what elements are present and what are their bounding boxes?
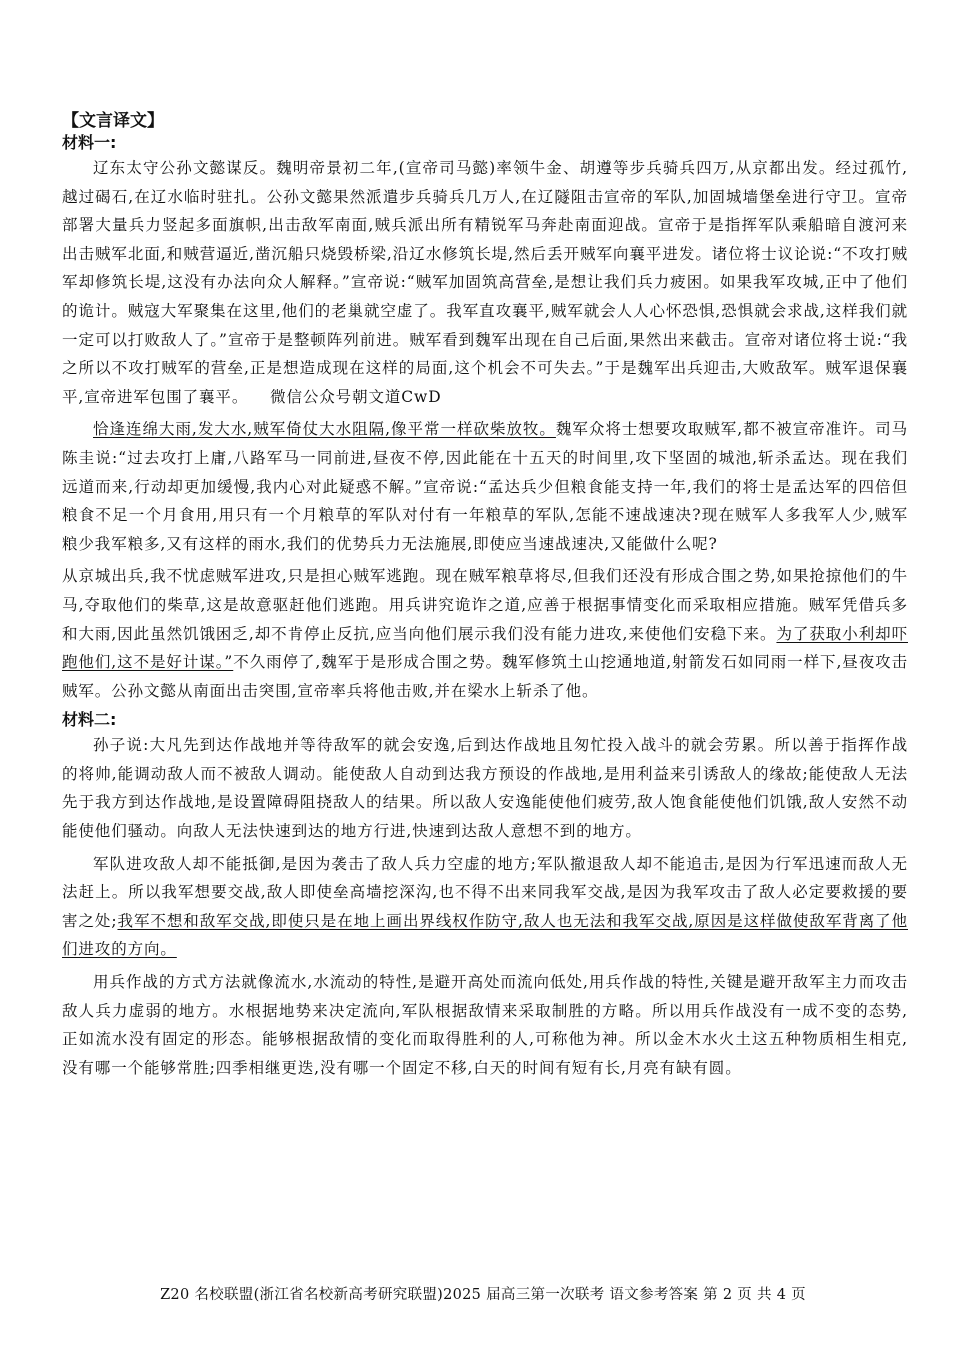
document-body: [62, 110, 908, 1086]
material1-title: 材料一:: [62, 133, 117, 152]
material2-p2-text: 军队进攻敌人却不能抵御,是因为袭击了敌人兵力空虚的地方;军队撤退敌人却不能追击,是因为行军迅速而敌人无法赶上。所以我军想要交战,敌人即使垒高墙挖深沟,也不得不出来同我军交战,是因为我军攻击了敌人必定要救援的要害之处;: [62, 854, 908, 930]
section-heading: 【文言译文】: [62, 111, 164, 131]
material1-p2-text: 魏军众将士想要攻取贼军,都不被宣帝准许。司马陈圭说:“过去攻打上庸,八路军马一同前进,昼夜不停,因此能在十五天的时间里,攻下坚固的城池,斩杀孟达。现在我们远道而来,行动却更加缓慢,我内心对此疑惑不解。”宣帝说:“孟达兵少但粮食能支持一年,我们的将士是孟达军的四倍但粮食不足一个月食用,用只有一个月粮草的军队对付有一年粮草的军队,怎能不速战速决?现在贼军人多我军人少,贼军粮少我军粮多,又有这样的雨水,我们的优势兵力无法施展,即使应当速战速决,又能做什么呢?: [62, 420, 908, 553]
underlined-sentence-3: 我军不想和敌军交战,即使只是在地上画出界线权作防守,敌人也无法和我军交战,原因是这样做使敌军背离了他们进攻的方向。: [62, 911, 908, 959]
material2-paragraph-3: 用兵作战的方式方法就像流水,水流动的特性,是避开高处而流向低处,用兵作战的特性,关键是避开敌军主力而攻击敌人兵力虚弱的地方。水根据地势来决定流向,军队根据敌情来采取制胜的方略。所以用兵作战没有一成不变的态势,正如流水没有固定的形态。能够根据敌情的变化而取得胜利的人,可称他为神。所以金木水火土这五种物质相生相克,没有哪一个能够常胜;四季相继更迭,没有哪一个固定不移,白天的时间有短有长,月亮有缺有圆。: [62, 973, 908, 1077]
material1-paragraph-1: [62, 154, 908, 411]
underlined-sentence-1: 恰逢连绵大雨,发大水,贼军倚仗大水阻隔,像平常一样砍柴放牧。: [93, 420, 556, 439]
material1-paragraph-2: [62, 415, 908, 558]
material2-paragraph-2: [62, 850, 908, 964]
material1-p3-end: 不久雨停了,魏军于是形成合围之势。魏军修筑土山挖通地道,射箭发石如同雨一样下,昼夜攻击贼军。公孙文懿从南面出击突围,宣帝率兵将他击败,并在梁水上斩杀了他。: [62, 653, 908, 700]
material2-paragraph-1: 孙子说:大凡先到达作战地并等待敌军的就会安逸,后到达作战地且匆忙投入战斗的就会劳累。所以善于指挥作战的将帅,能调动敌人而不被敌人调动。能使敌人自动到达我方预设的作战地,是用利益来引诱敌人的缘故;能使敌人无法先于我方到达作战地,是设置障碍阻挠敌人的结果。所以敌人安逸能使他们疲劳,敌人饱食能使他们饥饿,敌人安然不动能使他们骚动。向敌人无法快速到达的地方行进,快速到达敌人意想不到的地方。: [62, 736, 908, 841]
underlined-sentence-2: 为了获取小利却吓跑他们,这不是好计谋。”: [62, 624, 908, 672]
material1-p1-text: 辽东太守公孙文懿谋反。魏明帝景初二年,(宣帝司马懿)率领牛金、胡遵等步兵骑兵四万,从京都出发。经过孤竹,越过碣石,在辽水临时驻扎。公孙文懿果然派遣步兵骑兵几万人,在辽隧阻击宣帝的军队,加固城墙堡垒进行守卫。宣帝部署大量兵力竖起多面旗帜,出击敌军南面,贼兵派出所有精锐军马奔赴南面迎战。宣帝于是指挥军队乘船暗自渡河来出击贼军北面,和贼营逼近,凿沉船只烧毁桥梁,沿辽水修筑长堤,然后丢开贼军向襄平进发。诸位将士议论说:“不攻打贼军却修筑长堤,这没有办法向众人解释。”宣帝说:“贼军加固筑高营垒,是想让我们兵力疲困。如果我军攻城,正中了他们的诡计。贼寇大军聚集在这里,他们的老巢就空虚了。我军直攻襄平,贼军就会人人心怀恐惧,恐惧就会求战,这样我们就一定可以打败敌人了。”宣帝于是整顿阵列前进。贼军看到魏军出现在自己后面,果然出来截击。宣帝对诸位将士说:“我之所以不攻打贼军的营垒,正是想造成现在这样的局面,这个机会不可失去。”于是魏军出兵迎击,大败敌军。贼军退保襄平,宣帝进军包围了襄平。: [62, 159, 908, 406]
material2-title: 材料二:: [62, 710, 117, 730]
material1-p3-text: 从京城出兵,我不忧虑贼军进攻,只是担心贼军逃跑。现在贼军粮草将尽,但我们还没有形成合围之势,如果抢掠他们的牛马,夺取他们的柴草,这是故意驱赶他们逃跑。用兵讲究诡诈之道,应善于根据事情变化而采取相应措施。贼军凭借兵多和大雨,因此虽然饥饿困乏,却不肯停止反抗,应当向他们展示我们没有能力进攻,来使他们安稳下来。: [62, 567, 908, 643]
material1-paragraph-3: [62, 562, 908, 705]
page-footer: Z20 名校联盟(浙江省名校新高考研究联盟)2025 届高三第一次联考 语文参考答案 第 2 页 共 4 页: [160, 1287, 806, 1303]
watermark-note: 微信公众号朝文道CwD: [270, 387, 442, 406]
